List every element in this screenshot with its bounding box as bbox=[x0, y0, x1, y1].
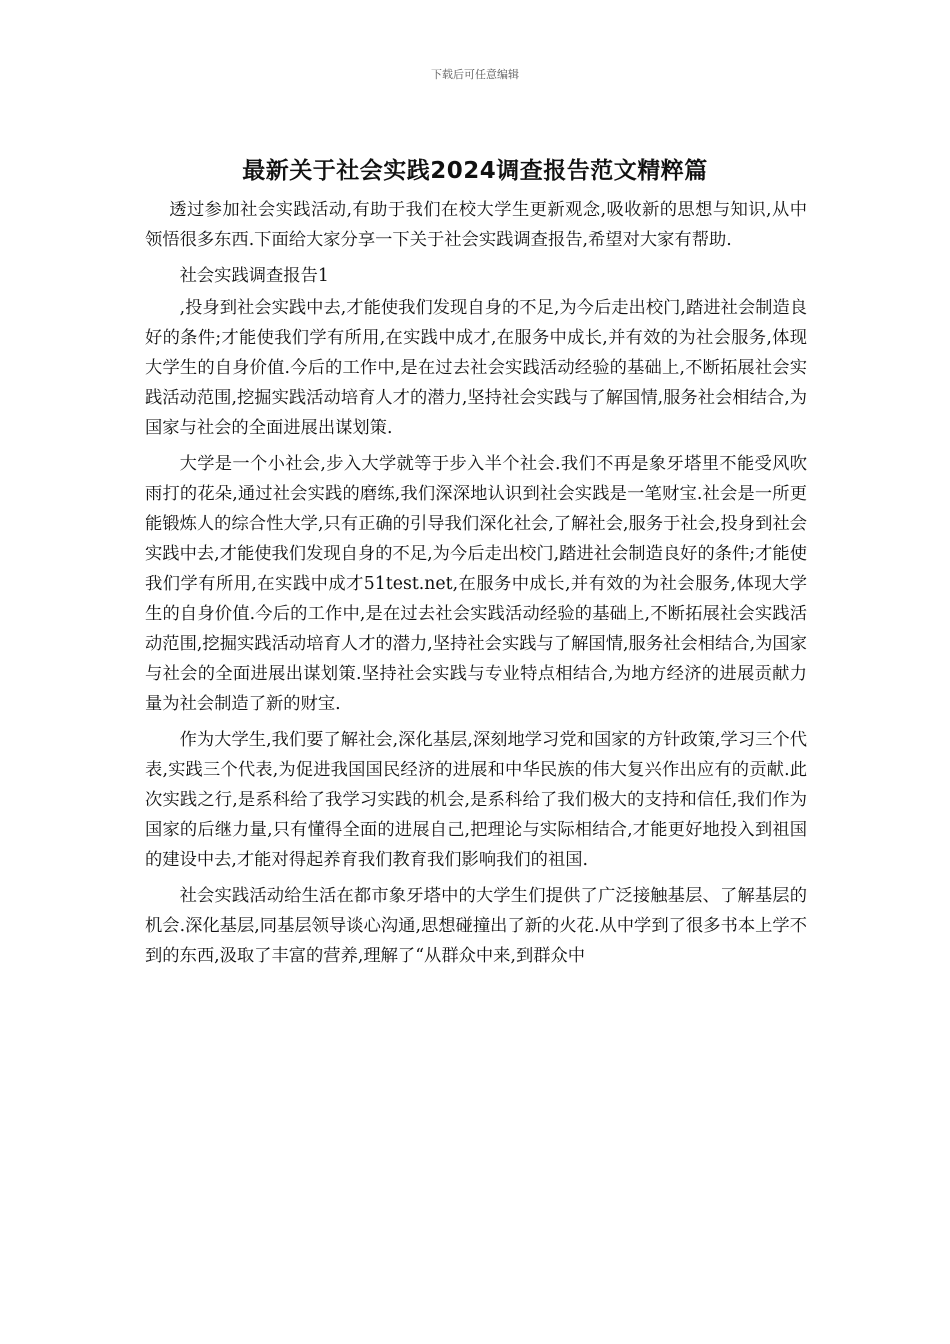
document-title: 最新关于社会实践2024调查报告范文精粹篇 bbox=[242, 158, 708, 184]
document-body bbox=[145, 195, 807, 977]
header-note: 下载后可任意编辑 bbox=[431, 68, 519, 81]
body-paragraph: 社会实践活动给生活在都市象牙塔中的大学生们提供了广泛接触基层、了解基层的机会.深化基层,同基层领导谈心沟通,思想碰撞出了新的火花.从中学到了很多书本上学不到的东西,汲取了丰富的营养,理解了“从群众中来,到群众中 bbox=[145, 886, 807, 966]
section-heading: 社会实践调查报告1 bbox=[179, 266, 329, 286]
body-paragraph: 作为大学生,我们要了解社会,深化基层,深刻地学习党和国家的方针政策,学习三个代表,实践三个代表,为促进我国国民经济的进展和中华民族的伟大复兴作出应有的贡献.此次实践之行,是系科给了我学习实践的机会,是系科给了我们极大的支持和信任,我们作为国家的后继力量,只有懂得全面的进展自己,把理论与实际相结合,才能更好地投入到祖国的建设中去,才能对得起养育我们教育我们影响我们的祖国. bbox=[145, 730, 807, 870]
body-paragraph: ,投身到社会实践中去,才能使我们发现自身的不足,为今后走出校门,踏进社会制造良好的条件;才能使我们学有所用,在实践中成才,在服务中成长,并有效的为社会服务,体现大学生的自身价值.今后的工作中,是在过去社会实践活动经验的基础上,不断拓展社会实践活动范围,挖掘实践活动培育人才的潜力,坚持社会实践与了解国情,服务社会相结合,为国家与社会的全面进展出谋划策. bbox=[145, 298, 807, 438]
body-paragraph: 大学是一个小社会,步入大学就等于步入半个社会.我们不再是象牙塔里不能受风吹雨打的花朵,通过社会实践的磨练,我们深深地认识到社会实践是一笔财宝.社会是一所更能锻炼人的综合性大学,只有正确的引导我们深化社会,了解社会,服务于社会,投身到社会实践中去,才能使我们发现自身的不足,为今后走出校门,踏进社会制造良好的条件;才能使我们学有所用,在实践中成才51test.net,在服务中成长,并有效的为社会服务,体现大学生的自身价值.今后的工作中,是在过去社会实践活动经验的基础上,不断拓展社会实践活动范围,挖掘实践活动培育人才的潜力,坚持社会实践与了解国情,服务社会相结合,为国家与社会的全面进展出谋划策.坚持社会实践与专业特点相结合,为地方经济的进展贡献力量为社会制造了新的财宝. bbox=[145, 454, 807, 714]
intro-paragraph: 透过参加社会实践活动,有助于我们在校大学生更新观念,吸收新的思想与知识,从中领悟很多东西.下面给大家分享一下关于社会实践调查报告,希望对大家有帮助. bbox=[145, 200, 807, 250]
